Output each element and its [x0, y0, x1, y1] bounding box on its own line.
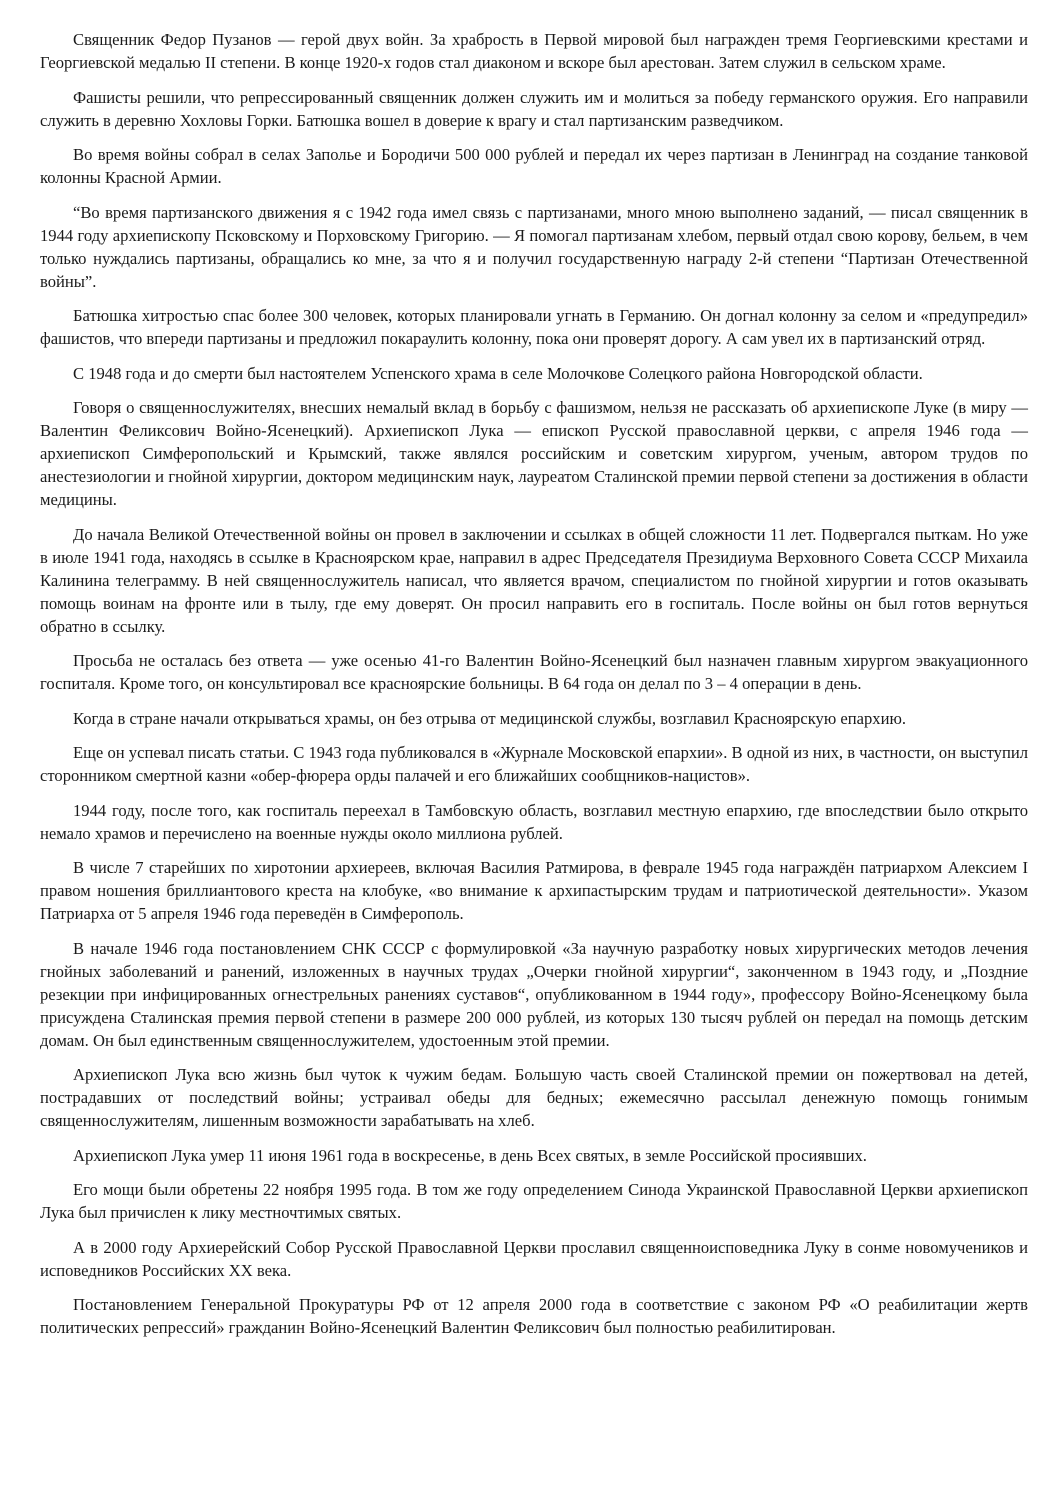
paragraph: Говоря о священнослужителях, внесших немалый вклад в борьбу с фашизмом, нельзя не рассказать об архиепископе Луке (в миру — Валентин Феликсович Войно-Ясенецкий). Архиепископ Лука — епископ Русской православной церкви, с апреля 1946 года — архиепископ Симферопольский и Крымский, также являлся российским и советским хирургом, ученым, автором трудов по анестезиологии и гнойной хирургии, доктором медицинским наук, лауреатом Сталинской премии первой степени за достижения в области медицины. — [40, 398, 1028, 509]
paragraph: Архиепископ Лука умер 11 июня 1961 года в воскресенье, в день Всех святых, в земле Российской просиявших. — [73, 1145, 867, 1165]
paragraph: “Во время партизанского движения я с 1942 года имел связь с партизанами, много мною выполнено заданий, — писал священник в 1944 году архиепископу Псковскому и Порховскому Григорию. — Я помогал партизанам хлебом, первый отдал свою корову, бельем, в чем только нуждались партизаны, обращались ко мне, за что я и получил государственную награду 2-й степени “Партизан Отечественной войны”. — [40, 202, 1028, 291]
paragraph: А в 2000 году Архиерейский Собор Русской Православной Церкви прославил священноисповедника Луку в сонме новомучеников и исповедников Российских XX века. — [40, 1237, 1028, 1280]
paragraph: Просьба не осталась без ответа — уже осенью 41-го Валентин Войно-Ясенецкий был назначен главным хирургом эвакуационного госпиталя. Кроме того, он консультировал все красноярские больницы. В 64 года он делал по 3 – 4 операции в день. — [40, 651, 1028, 693]
paragraph: Когда в стране начали открываться храмы, он без отрыва от медицинской службы, возглавил Красноярскую епархию. — [73, 708, 906, 728]
paragraph: С 1948 года и до смерти был настоятелем Успенского храма в селе Молочкове Солецкого района Новгородской области. — [73, 363, 923, 383]
paragraph: В числе 7 старейших по хиротонии архиереев, включая Василия Ратмирова, в феврале 1945 года награждён патриархом Алексием I правом ношения бриллиантового креста на клобуке, «во внимание к архипастырским трудам и патриотической деятельности». Указом Патриарха от 5 апреля 1946 года переведён в Симферополь. — [40, 858, 1028, 923]
paragraph: Постановлением Генеральной Прокуратуры РФ от 12 апреля 2000 года в соответствие с законом РФ «О реабилитации жертв политических репрессий» гражданин Войно-Ясенецкий Валентин Феликсович был полностью реабилитирован. — [40, 1295, 1028, 1337]
paragraph: В начале 1946 года постановлением СНК СССР с формулировкой «За научную разработку новых хирургических методов лечения гнойных заболеваний и ранений, изложенных в научных трудах „Очерки гнойной хирургии“, законченном в 1943 году, и „Поздние резекции при инфицированных огнестрельных ранениях суставов“, опубликованном в 1944 году», профессору Войно-Ясенецкому была присуждена Сталинская премия первой степени в размере 200 000 рублей, из которых 130 тысяч рублей он передал на помощь детским домам. Он был единственным священнослужителем, удостоенным этой премии. — [40, 938, 1028, 1050]
paragraph: Во время войны собрал в селах Заполье и Бородичи 500 000 рублей и передал их через партизан в Ленинград на создание танковой колонны Красной Армии. — [40, 145, 1028, 187]
paragraph: Священник Федор Пузанов — герой двух войн. За храбрость в Первой мировой был награжден тремя Георгиевскими крестами и Георгиевской медалью II степени. В конце 1920-х годов стал диаконом и вскоре был арестован. Затем служил в сельском храме. — [40, 30, 1028, 72]
paragraph: Архиепископ Лука всю жизнь был чуток к чужим бедам. Большую часть своей Сталинской премии он пожертвовал на детей, пострадавших от последствий войны; устраивал обеды для бедных; ежемесячно рассылал денежную помощь гонимым священнослужителям, лишенным возможности зарабатывать на хлеб. — [40, 1065, 1028, 1130]
document-page — [40, 28, 1028, 1351]
paragraph: 1944 году, после того, как госпиталь переехал в Тамбовскую область, возглавил местную епархию, где впоследствии было открыто немало храмов и перечислено на военные нужды около миллиона рублей. — [40, 800, 1028, 843]
paragraph: До начала Великой Отечественной войны он провел в заключении и ссылках в общей сложности 11 лет. Подвергался пыткам. Но уже в июле 1941 года, находясь в ссылке в Красноярском крае, направил в адрес Председателя Президиума Верховного Совета СССР Михаила Калинина телеграмму. В ней священнослужитель написал, что является врачом, специалистом по гнойной хирургии и готов оказывать помощь воинам на фронте или в тылу, где ему доверят. Он просил направить его в госпиталь. После войны он был готов вернуться обратно в ссылку. — [40, 524, 1028, 636]
paragraph: Его мощи были обретены 22 ноября 1995 года. В том же году определением Синода Украинской Православной Церкви архиепископ Лука был причислен к лику местночтимых святых. — [40, 1180, 1028, 1222]
paragraph: Фашисты решили, что репрессированный священник должен служить им и молиться за победу германского оружия. Его направили служить в деревню Хохловы Горки. Батюшка вошел в доверие к врагу и стал партизанским разведчиком. — [40, 87, 1028, 130]
paragraph: Еще он успевал писать статьи. С 1943 года публиковался в «Журнале Московской епархии». В одной из них, в частности, он выступил сторонником смертной казни «обер-фюрера орды палачей и его ближайших сообщников-нацистов». — [40, 743, 1028, 785]
paragraph: Батюшка хитростью спас более 300 человек, которых планировали угнать в Германию. Он догнал колонну за селом и «предупредил» фашистов, что впереди партизаны и предложил покараулить колонну, пока они проверят дорогу. А сам увел их в партизанский отряд. — [40, 306, 1028, 348]
